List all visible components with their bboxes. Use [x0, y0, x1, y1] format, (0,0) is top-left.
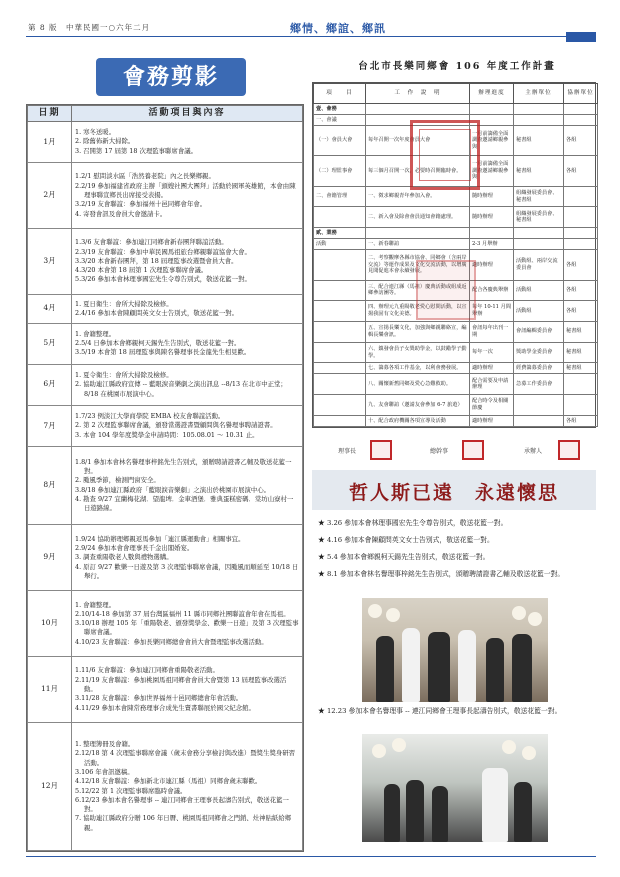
memorial-item: ★ 4.16 參加本會陳顧問英文女士告別式，敬送花籃一對。	[318, 535, 494, 544]
schedule-activity-item: 1.2/1 慰問淡水區「浩然養老院」內之長樂鄉親。	[75, 172, 215, 181]
plan-row	[314, 321, 598, 342]
plan-cell: 四、辦理元九重陽敬老愛心慰問活動，以宣揚我固有文化美德。	[366, 301, 470, 322]
plan-cell: 組織發展委員會、秘書組	[514, 186, 564, 207]
plan-cell: 急募工作委員會	[514, 374, 564, 395]
plan-cell: 每年 10-11 月間舉辦	[470, 301, 514, 322]
plan-cell: 隨時辦理	[470, 186, 514, 207]
plan-cell: 會訊編輯委員會	[514, 321, 564, 342]
plan-row	[314, 374, 598, 395]
sig-label-secretary: 總幹事	[430, 448, 449, 455]
schedule-activity-item: 4. 寄發會訊及會員大會邀請卡。	[75, 209, 167, 218]
schedule-row	[28, 122, 303, 163]
funeral-photo-1	[362, 598, 548, 702]
page-header-issue: 第 8 版 中華民國一○六年二月	[28, 23, 151, 32]
schedule-activity-item: 1. 會籍整理。	[75, 329, 116, 338]
schedule-activity-item: 2. 颱風季節，檢測門窗安全。	[75, 476, 160, 485]
plan-cell: 一月前籌備全面調查邀請鄉親參與	[470, 156, 514, 186]
plan-cell	[314, 395, 366, 416]
schedule-activities	[72, 591, 303, 657]
plan-cell: 秘書組	[564, 321, 598, 342]
plan-cell	[470, 228, 514, 239]
footer-divider	[26, 856, 596, 857]
schedule-row	[28, 591, 303, 657]
schedule-activity-item: 3. 本會 104 學年度獎學金申請時間：105.08.01 ～ 10.31 止。	[75, 430, 259, 439]
plan-cell	[514, 395, 564, 416]
schedule-activity-item: 1.8/1 參加本會林名譽理事梓銘先生告別式，頒贈聘請證書乙輔及敬送花籃一對。	[75, 457, 292, 476]
plan-cell: 一月前籌備全面調查邀請鄉親參與	[470, 126, 514, 156]
schedule-activity-item: 1.9/24 協助辦理鄉親返馬參加「連江縣運動會」相關事宜。	[75, 534, 245, 543]
plan-cell: 各組	[564, 280, 598, 301]
plan-cell: 壹、會務	[314, 104, 366, 115]
plan-cell	[314, 301, 366, 322]
plan-cell	[314, 280, 366, 301]
plan-cell: 秘書組	[564, 363, 598, 374]
memorial-list-last	[318, 706, 594, 723]
funeral-photo-2	[362, 734, 548, 842]
plan-cell	[514, 239, 564, 250]
schedule-activity-item: 3.10/18 辦理 105 年「重陽敬老、頒發獎學金、歡樂一日遊」及第 3 次理監事聯席會議。	[75, 619, 299, 637]
plan-cell: 三、配合連江縣（馬祖）慶典活動或組成返鄉參訪團等。	[366, 280, 470, 301]
schedule-row	[28, 657, 303, 723]
schedule-activity-item: 2.5/4 日參加本會鄉親柯天錫先生告別式，敬送花籃一對。	[75, 339, 241, 348]
schedule-activity-item: 4. 原訂 9/27 歡樂一日遊及第 3 次理監事聯席會議，因颱風而順延至 10/18 日舉行。	[75, 562, 299, 580]
plan-cell: 七、籌募各項工作基金，以利會務發展。	[366, 363, 470, 374]
schedule-row	[28, 405, 303, 446]
plan-cell: 各組	[564, 250, 598, 280]
plan-cell: 活動組	[514, 301, 564, 322]
schedule-activities	[72, 323, 303, 364]
schedule-activity-item: 3.8/18 參加連江縣政府「藍眼淚音樂劇」之演出於桃園市展演中心。	[75, 485, 271, 494]
chair-seal	[370, 440, 392, 460]
schedule-activity-item: 7. 協助連江縣政府分贈 106 年日曆、桃園馬祖同鄉會之門銷、灶神貼紙給鄉親。	[75, 814, 292, 832]
sig-label-chair: 理事長	[338, 448, 357, 455]
schedule-activity-item: 1. 會籍整理。	[75, 600, 116, 609]
header-accent-block	[566, 32, 596, 42]
schedule-activity-item: 2.9/24 參加本會會理事長千金出閣婚宴。	[75, 543, 194, 552]
plan-cell	[564, 395, 598, 416]
plan-section-row	[314, 104, 598, 115]
schedule-row	[28, 525, 303, 591]
plan-cell: 一、會議	[314, 115, 366, 126]
plan-row	[314, 415, 598, 426]
plan-cell	[314, 321, 366, 342]
plan-cell: 會訊每年出刊一期	[470, 321, 514, 342]
plan-cell: 配合需要及申請辦理	[470, 374, 514, 395]
schedule-row	[28, 229, 303, 295]
schedule-activity-item: 4.10/23 友會聯誼：參加長樂同鄉總會會員大會暨理監事改選活動。	[75, 637, 268, 646]
plan-cell: 各組	[564, 301, 598, 322]
schedule-month: 10月	[28, 591, 72, 657]
plan-cell	[564, 239, 598, 250]
plan-cell: 每年一次	[470, 342, 514, 363]
plan-cell: （一）會員大會	[314, 126, 366, 156]
plan-header-progress: 辦理進度	[470, 84, 514, 104]
plan-cell	[564, 104, 598, 115]
memorial-item: ★ 8.1 參加本會林名譽理事梓銘先生告別式，頒贈聘請證書乙輔及敬送花籃一對。	[318, 569, 565, 578]
schedule-activity-item: 3.3/20 本會新春團拜，第 18 屆理監事改選暨會員大會。	[75, 256, 238, 265]
plan-header-item: 項 目	[314, 84, 366, 104]
schedule-activity-item: 3.2/19 友會聯誼：參加福州十邑同鄉會年會。	[75, 200, 207, 209]
plan-cell: 秘書組	[564, 342, 598, 363]
signature-row	[312, 440, 596, 462]
schedule-activity-item: 1. 寒冬送暖。	[75, 128, 116, 137]
schedule-activity-item: 2. 除舊佈新大掃除。	[75, 137, 135, 146]
plan-cell	[564, 207, 598, 228]
schedule-activity-item: 2.10/14-18 參加第 37 屆台灣區福州 11 縣市同鄉社團聯誼會年會在馬祖。	[75, 609, 290, 618]
schedule-month: 4月	[28, 294, 72, 323]
plan-header-co-organizer: 協辦單位	[564, 84, 598, 104]
memorial-list	[318, 518, 594, 586]
plan-cell: 2-3 月舉辦	[470, 239, 514, 250]
schedule-row	[28, 447, 303, 525]
schedule-activities	[72, 294, 303, 323]
plan-cell: 二、考察觀摩各縣市協會、同鄉會（含兩岸交流）等運作成果及文化交流活動，以增廣見聞促進本會永續發展。	[366, 250, 470, 280]
schedule-activities	[72, 657, 303, 723]
plan-cell: 貳、業務	[314, 228, 366, 239]
schedule-activity-item: 2. 協助連江縣政府宣傳 -- 藍眼淚音樂劇之演出訊息 --8/13 在北市中正堂；8/18 在桃園市展演中心。	[75, 380, 287, 398]
plan-header-description: 工 作 說 明	[366, 84, 470, 104]
schedule-month: 8月	[28, 447, 72, 525]
plan-row	[314, 342, 598, 363]
schedule-activity-item: 1.7/23 例淡江大學商學院 EMBA 校友會聯誼活動。	[75, 412, 225, 421]
schedule-activities	[72, 723, 303, 851]
plan-cell	[314, 250, 366, 280]
plan-cell: 一、新春聯誼	[366, 239, 470, 250]
plan-header-organizer: 主辦單位	[514, 84, 564, 104]
schedule-row	[28, 163, 303, 229]
activity-schedule-table	[26, 104, 304, 852]
plan-cell: 組織發展委員會、秘書組	[514, 207, 564, 228]
schedule-row	[28, 323, 303, 364]
schedule-month: 3月	[28, 229, 72, 295]
secretary-seal	[462, 440, 484, 460]
page-header-section: 鄉情、鄉誼、鄉訊	[290, 22, 386, 35]
plan-cell	[314, 363, 366, 374]
plan-cell	[314, 207, 366, 228]
plan-cell: 二、新入會及除會會員通知會籍處理。	[366, 207, 470, 228]
work-plan-title: 台北市長樂同鄉會 106 年度工作計畫	[358, 61, 556, 72]
schedule-row	[28, 723, 303, 851]
plan-cell: 五、宣揚長樂文化，加強與鄉親聯絡宣，編輯長樂會訊。	[366, 321, 470, 342]
plan-cell	[564, 228, 598, 239]
plan-cell: 六、鎮發會員子女獎助學金，以鼓勵學子勤學。	[366, 342, 470, 363]
schedule-activity-item: 3.106 年會訊邀稿。	[75, 768, 134, 776]
schedule-activity-item: 3.5/19 本會第 18 屆理監事與陳名譽理事長金龍先生相見歡。	[75, 348, 251, 357]
faded-seal-stamp	[416, 260, 476, 320]
plan-cell: 適時辦理	[470, 363, 514, 374]
plan-cell	[514, 115, 564, 126]
schedule-activity-item: 2.12/18 第 4 次理監事聯席會議（歲末會務分享檢討與改進）暨獎生獎身研習活動。	[75, 749, 296, 767]
plan-cell: 活動組、兩岸交流委員會	[514, 250, 564, 280]
plan-cell	[514, 104, 564, 115]
schedule-activity-item: 5.3/26 參加本會林理事國宏先生令尊告別式，敬送花籃一對。	[75, 275, 251, 284]
schedule-activity-item: 1. 整理簿冊及會籍。	[75, 740, 135, 749]
plan-cell: 活動	[314, 239, 366, 250]
schedule-row	[28, 294, 303, 323]
plan-cell: 秘書組	[514, 156, 564, 186]
plan-cell: 每三個月召開一次，必要時召開臨時會。	[366, 156, 470, 186]
plan-cell: 活動組	[514, 280, 564, 301]
plan-section-row	[314, 228, 598, 239]
handler-seal	[558, 440, 580, 460]
schedule-activities	[72, 163, 303, 229]
plan-row	[314, 363, 598, 374]
schedule-activities	[72, 364, 303, 405]
schedule-month: 12月	[28, 723, 72, 851]
plan-cell: 隨時辦理	[470, 207, 514, 228]
plan-cell: 一、徵求鄉親青年參加入會。	[366, 186, 470, 207]
header-divider	[26, 36, 566, 37]
plan-cell: 秘書組	[514, 126, 564, 156]
plan-cell: 適時辦理	[470, 415, 514, 426]
plan-cell	[564, 115, 598, 126]
schedule-activity-item: 4.3/20 本會第 18 屆第 1 次理監事聯席會議。	[75, 266, 208, 275]
col-header-date: 日期	[28, 106, 72, 122]
schedule-month: 1月	[28, 122, 72, 163]
plan-cell	[314, 415, 366, 426]
plan-cell: （二）理監事會	[314, 156, 366, 186]
plan-cell	[470, 104, 514, 115]
sig-label-handler: 承辦人	[524, 448, 543, 455]
memorial-item: ★ 3.26 參加本會林理事國宏先生令尊告別式，敬送花籃一對。	[318, 519, 508, 527]
schedule-activity-item: 4.11/29 參加本會陳常務理事合成先生賣書聯展於國父紀念館。	[75, 703, 255, 712]
plan-row	[314, 395, 598, 416]
col-header-activities: 活動項目與內容	[72, 106, 303, 122]
schedule-activity-item: 4.12/18 友會聯誼：參加新北市連江縣（馬祖）同鄉會歲末聯歡。	[75, 777, 262, 786]
schedule-activities	[72, 122, 303, 163]
schedule-activity-item: 1.11/6 友會聯誼：參加連江同鄉會重陽敬老活動。	[75, 666, 219, 675]
memorial-item: ★ 12.23 參加本會名譽理事 -- 連江同鄉會王理事長起濤告別式，敬送花籃一對。	[318, 707, 562, 715]
plan-cell: 適時辦理	[470, 250, 514, 280]
plan-cell	[514, 415, 564, 426]
schedule-activity-item: 4. 勘查 9/27 宜蘭梅花湖．望龍埤．金車酒堡．雅典蛋糕密碼．棠坊山寮村一日遊路線。	[75, 495, 294, 513]
schedule-month: 11月	[28, 657, 72, 723]
plan-cell	[514, 228, 564, 239]
schedule-month: 5月	[28, 323, 72, 364]
schedule-activity-item: 6.12/23 參加本會名譽理事 -- 連江同鄉會王理事長起濤告別式，敬送花籃一對。	[75, 795, 289, 814]
plan-cell: 二、會籍管理	[314, 186, 366, 207]
schedule-activity-item: 3. 召開第 17 屆第 18 次理監事聯席會議。	[75, 146, 197, 155]
schedule-activity-item: 1. 夏日衛生：會所大掃除及檢修。	[75, 299, 173, 308]
schedule-month: 6月	[28, 364, 72, 405]
schedule-activity-item: 3.11/28 友會聯誼：參加世界福州十邑同鄉總會年會活動。	[75, 694, 243, 703]
plan-cell	[366, 104, 470, 115]
schedule-activities	[72, 447, 303, 525]
schedule-activity-item: 2.3/19 友會聯誼：參加中華民國馬祖旅台鄉親聯誼協會大會。	[75, 247, 251, 256]
left-title: 會務剪影	[122, 64, 219, 90]
plan-cell: 九、友會聯誼（邀請友會參加 6-7 旅遊）	[366, 395, 470, 416]
schedule-month: 9月	[28, 525, 72, 591]
plan-cell	[314, 374, 366, 395]
plan-cell: 八、關懷新舊同鄉及愛心急難救助。	[366, 374, 470, 395]
plan-cell: 各組	[564, 156, 598, 186]
schedule-activity-item: 2.2/19 參加福建省政府主辦「頭嫂社團大團拜」活動於國軍英雄館，本會由陳理事聯宣鄉長出席接受表揚。	[75, 181, 296, 199]
schedule-activity-item: 1. 夏令衛生：會所大掃除及檢修。	[75, 370, 173, 379]
plan-row	[314, 207, 598, 228]
schedule-month: 7月	[28, 405, 72, 446]
plan-cell: 獎助學金委員會	[514, 342, 564, 363]
memorial-item: ★ 5.4 參加本會鄉親柯天錫先生告別式，敬送花籃一對。	[318, 552, 490, 561]
schedule-activities	[72, 405, 303, 446]
plan-cell: 每年召開一次年度會員大會	[366, 126, 470, 156]
plan-cell: 經費籌募委員會	[514, 363, 564, 374]
official-seal-stamp	[410, 120, 480, 190]
schedule-activity-item: 3. 調查重陽敬老人數與禮物選購。	[75, 553, 173, 562]
plan-cell: 配合時令及相關節慶	[470, 395, 514, 416]
schedule-row	[28, 364, 303, 405]
plan-row	[314, 239, 598, 250]
schedule-activities	[72, 525, 303, 591]
plan-cell: 配合各慶典舉辦	[470, 280, 514, 301]
schedule-activities	[72, 229, 303, 295]
plan-cell	[366, 228, 470, 239]
schedule-activity-item: 2.4/16 參加本會陳顧問英文女士告別式，敬送花籃一對。	[75, 308, 239, 317]
plan-cell: 十、配合政府機關各項宣導及活動	[366, 415, 470, 426]
schedule-activity-item: 2.11/19 友會聯誼：參加桃園馬祖同鄉會會員大會暨第 13 屆理監事改選活動。	[75, 675, 287, 694]
schedule-activity-item: 5.12/22 第 1 次理監事聯席臨時會議。	[75, 786, 187, 795]
plan-cell: 各組	[564, 126, 598, 156]
schedule-activity-item: 2. 第 2 次理監事聯席會議，頒發當選證書暨顧問與名譽理事聘請證書。	[75, 421, 277, 430]
schedule-month: 2月	[28, 163, 72, 229]
plan-cell: 各組	[564, 415, 598, 426]
plan-cell	[564, 374, 598, 395]
plan-cell	[314, 342, 366, 363]
memorial-title: 哲人斯已遠 永遠懷思	[348, 482, 559, 504]
schedule-activity-item: 1.3/6 友會聯誼：參加連江同鄉會新春團拜聯誼活動。	[75, 238, 228, 247]
plan-cell	[564, 186, 598, 207]
